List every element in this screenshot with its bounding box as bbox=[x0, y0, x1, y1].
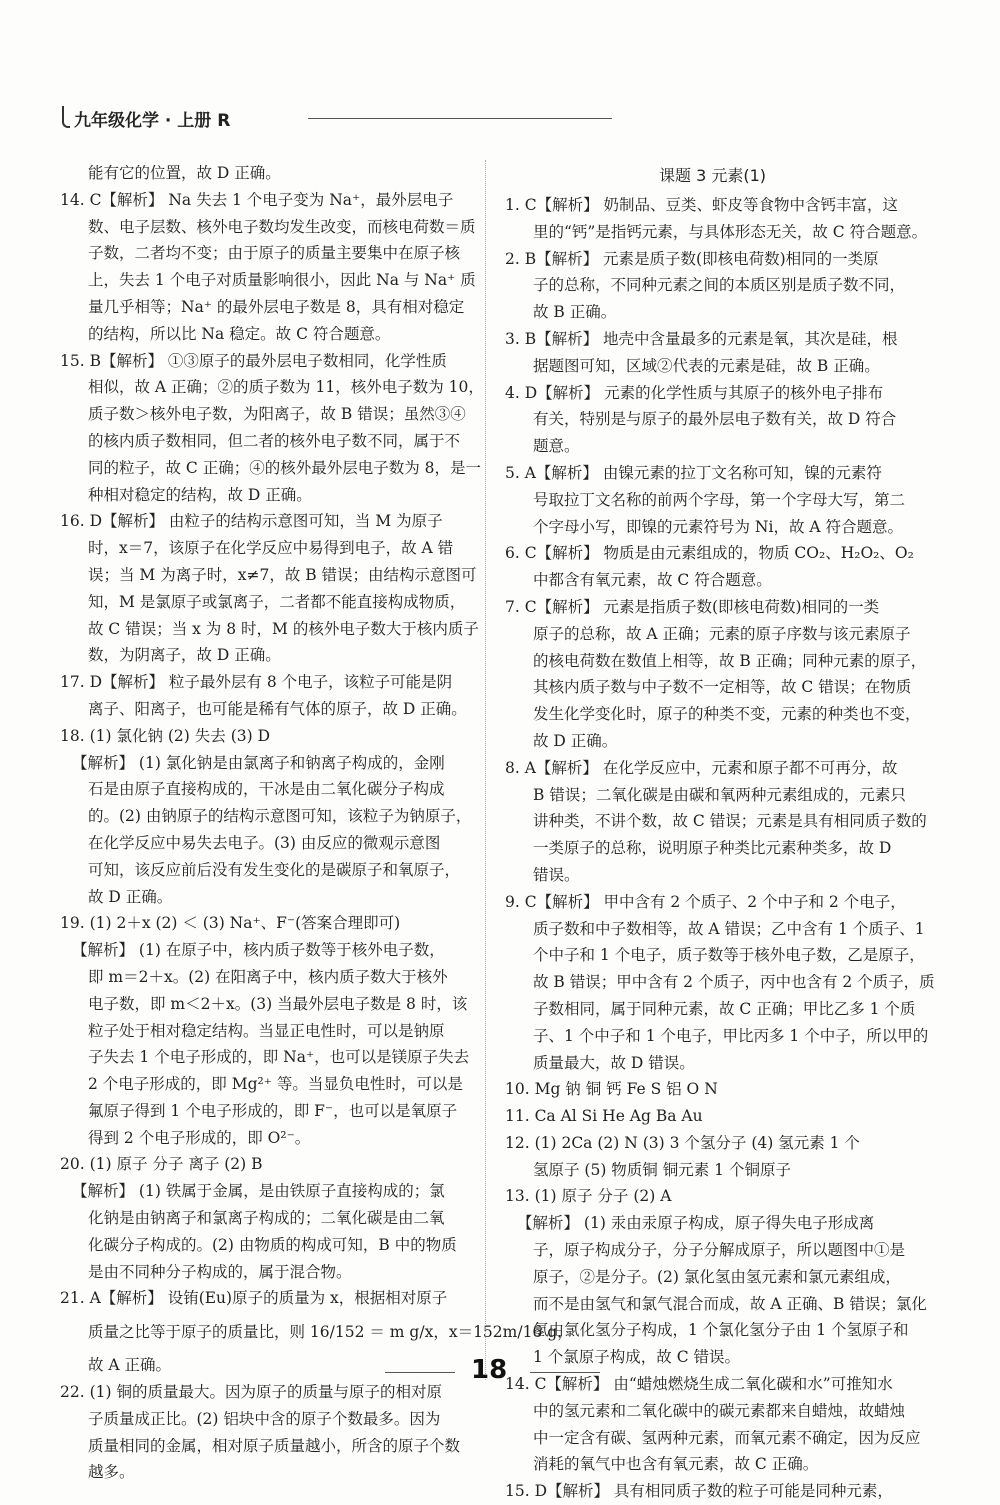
answer-line: 数、电子层数、核外电子数均发生改变，而核电荷数＝质 bbox=[88, 217, 476, 236]
page-number: 18 bbox=[471, 1355, 508, 1385]
answer-line: 17. D【解析】 粒子最外层有 8 个电子，该粒子可能是阴 bbox=[60, 673, 453, 692]
answer-line: 1. C【解析】 奶制品、豆类、虾皮等食物中含钙丰富，这 bbox=[505, 196, 899, 214]
answer-line: 在化学反应中易失去电子。(3) 由反应的微观示意图 bbox=[88, 833, 441, 852]
answer-line: 个字母小写，即镍的元素符号为 Ni，故 A 符合题意。 bbox=[533, 517, 903, 536]
left-column bbox=[60, 160, 573, 1486]
answer-line: 电子数，即 m＜2＋x。(3) 当最外层电子数是 8 时，该 bbox=[88, 994, 468, 1013]
answer-line: 可知，该反应前后没有发生变化的是碳原子和氧原子， bbox=[88, 860, 461, 879]
answer-line: 22. (1) 铜的质量最大。因为原子的质量与原子的相对原 bbox=[60, 1383, 442, 1402]
header-title: 九年级化学 · 上册 R bbox=[74, 111, 231, 131]
answer-line: 质量相同的金属，相对原子质量越小，所含的原子个数 bbox=[88, 1436, 461, 1455]
answer-line: 12. (1) 2Ca (2) N (3) 3 个氢分子 (4) 氢元素 1 个 bbox=[505, 1133, 860, 1152]
answer-line: 故 B 错误；甲中含有 2 个质子，丙中也含有 2 个质子，质 bbox=[533, 973, 935, 992]
answer-line: 14. C【解析】 由“蜡烛燃烧生成二氧化碳和水”可推知水 bbox=[505, 1375, 893, 1394]
answer-line: 20. (1) 原子 分子 离子 (2) B bbox=[60, 1155, 263, 1174]
answer-line: 15. B【解析】 ①③原子的最外层电子数相同，化学性质 bbox=[60, 351, 447, 370]
answer-line: 质子数和中子数相等，故 A 错误；乙中含有 1 个质子、1 bbox=[533, 919, 925, 938]
answer-line: 同的粒子，故 C 正确；④的核外最外层电子数为 8，是一 bbox=[88, 458, 482, 477]
answer-line: 13. (1) 原子 分子 (2) A bbox=[505, 1187, 672, 1206]
answer-line: 【解析】 (1) 铁属于金属，是由铁原子直接构成的；氯 bbox=[72, 1182, 445, 1201]
answer-line: 【解析】 (1) 在原子中，核内质子数等于核外电子数， bbox=[72, 941, 445, 960]
answer-line: 讲种类，不讲个数，故 C 错误；元素是具有相同质子数的 bbox=[533, 812, 927, 831]
answer-line: 中都含有氧元素，故 C 符合题意。 bbox=[533, 571, 772, 590]
answer-line: 11. Ca Al Si He Ag Ba Au bbox=[505, 1107, 703, 1126]
answer-line: 19. (1) 2＋x (2) ＜ (3) Na⁺、F⁻(答案合理即可) bbox=[60, 914, 401, 933]
answer-line: 故 D 正确。 bbox=[533, 731, 618, 750]
answer-line: 得到 2 个电子形成的，即 O²⁻。 bbox=[88, 1128, 311, 1147]
answer-line: 即 m＝2＋x。(2) 在阳离子中，核内质子数大于核外 bbox=[88, 967, 448, 986]
answer-line: 题意。 bbox=[533, 437, 580, 456]
answer-line: 【解析】 (1) 氯化钠是由氯离子和钠离子构成的，金刚 bbox=[72, 753, 445, 772]
answer-line: 14. C【解析】 Na 失去 1 个电子变为 Na⁺，最外层电子 bbox=[60, 190, 454, 209]
answer-line: 10. Mg 钠 铜 钙 Fe S 铝 O N bbox=[505, 1080, 718, 1099]
answer-line: 中的氢元素和二氧化碳中的碳元素都来自蜡烛，故蜡烛 bbox=[533, 1401, 906, 1420]
answer-line: 21. A【解析】 设铕(Eu)原子的质量为 x，根据相对原子 bbox=[60, 1289, 448, 1308]
answer-line: 有关，特别是与原子的最外层电子数有关，故 D 符合 bbox=[533, 410, 897, 429]
answer-line: 子，原子构成分子，分子分解成原子，所以题图中①是 bbox=[533, 1241, 906, 1260]
page-header bbox=[62, 106, 612, 132]
answer-line: 而不是由氢气和氯气混合而成，故 A 正确、B 错误；氯化 bbox=[533, 1294, 927, 1313]
answer-line: 相似，故 A 正确；②的质子数为 11，核外电子数为 10， bbox=[88, 378, 484, 397]
answer-line: 故 C 错误；当 x 为 8 时，M 的核外电子数大于核内质子 bbox=[88, 619, 479, 638]
answer-line: 化碳分子构成的。(2) 由物质的构成可知，B 中的物质 bbox=[88, 1235, 457, 1254]
footer-rule-left bbox=[385, 1372, 455, 1373]
answer-line: 错误。 bbox=[533, 865, 580, 884]
answer-line: 氟原子得到 1 个电子形成的，即 F⁻，也可以是氧原子 bbox=[88, 1101, 458, 1120]
answer-line: 石是由原子直接构成的，干冰是由二氧化碳分子构成 bbox=[88, 780, 445, 799]
answer-line: 个中子和 1 个电子，质子数等于核外电子数，乙是原子， bbox=[533, 946, 925, 965]
answer-line: 误；当 M 为离子时，x≠7，故 B 错误；由结构示意图可 bbox=[88, 565, 477, 584]
answer-line: 其核内质子数与中子数不一定相等，故 C 错误；在物质 bbox=[533, 678, 912, 697]
answer-line: 子、1 个中子和 1 个电子，甲比丙多 1 个中子，所以甲的 bbox=[533, 1026, 929, 1045]
answer-line: 据题图可知，区域②代表的元素是硅，故 B 正确。 bbox=[533, 356, 880, 375]
answer-line: 16. D【解析】 由粒子的结构示意图可知，当 M 为原子 bbox=[60, 512, 443, 531]
answer-line: 量几乎相等；Na⁺ 的最外层电子数是 8，具有相对稳定 bbox=[88, 297, 465, 316]
answer-line: 18. (1) 氯化钠 (2) 失去 (3) D bbox=[60, 726, 271, 745]
header-rule bbox=[308, 118, 612, 119]
column-divider bbox=[485, 160, 486, 1380]
answer-line: 故 B 正确。 bbox=[533, 303, 617, 322]
answer-line: 子的总称，不同种元素之间的本质区别是质子数不同， bbox=[533, 276, 906, 295]
answer-line: 1 个氯原子构成，故 C 错误。 bbox=[533, 1348, 741, 1367]
answer-line: 氢由氯化氢分子构成，1 个氯化氢分子由 1 个氢原子和 bbox=[533, 1321, 909, 1340]
answer-line: 2. B【解析】 元素是质子数(即核电荷数)相同的一类原 bbox=[505, 249, 879, 268]
answer-line: 号取拉丁文名称的前两个字母，第一个字母大写，第二 bbox=[533, 490, 906, 509]
answer-line: 【解析】 (1) 汞由汞原子构成，原子得失电子形成离 bbox=[517, 1214, 875, 1233]
answer-line: 化钠是由钠离子和氯离子构成的；二氧化碳是由二氧 bbox=[88, 1209, 445, 1228]
answer-line: 4. D【解析】 元素的化学性质与其原子的核外电子排布 bbox=[505, 383, 884, 402]
answer-line: 中一定含有碳、氢两种元素，而氧元素不确定，因为反应 bbox=[533, 1428, 921, 1447]
answer-line: 越多。 bbox=[88, 1463, 135, 1482]
answer-line: 种相对稳定的结构，故 D 正确。 bbox=[88, 485, 312, 504]
answer-line: 子数相同，属于同种元素，故 C 正确；甲比乙多 1 个质 bbox=[533, 999, 916, 1018]
answer-line: 故 D 正确。 bbox=[88, 887, 173, 906]
right-column-body bbox=[505, 192, 935, 1505]
section-title: 课题 3 元素(1) bbox=[658, 166, 767, 185]
answer-line: 9. C【解析】 甲中含有 2 个质子、2 个中子和 2 个电子， bbox=[505, 892, 906, 911]
answer-line: 上，失去 1 个电子对质量影响很小，因此 Na 与 Na⁺ 质 bbox=[88, 271, 476, 290]
answer-line: 的核电荷数在数值上相等，故 B 正确；同种元素的原子， bbox=[533, 651, 927, 670]
answer-line: 一类原子的总称，说明原子种类比元素种类多，故 D bbox=[533, 839, 892, 858]
answer-line: 里的“钙”是指钙元素，与具体形态无关，故 C 符合题意。 bbox=[533, 222, 928, 241]
answer-line: 5. A【解析】 由镍元素的拉丁文名称可知，镍的元素符 bbox=[505, 463, 882, 482]
answer-line: B 错误；二氧化碳是由碳和氧两种元素组成的，元素只 bbox=[533, 785, 906, 804]
answer-line: 的结构，所以比 Na 稳定。故 C 符合题意。 bbox=[88, 324, 391, 343]
answer-line: 时，x＝7，该原子在化学反应中易得到电子，故 A 错 bbox=[88, 539, 454, 558]
answer-line: 故 A 正确。 bbox=[88, 1356, 172, 1375]
answer-line: 是由不同种分子构成的，属于混合物。 bbox=[88, 1262, 352, 1281]
answer-line: 质量之比等于原子的质量比，则 16/152 ＝ m g/x，x＝152m/16 g， bbox=[88, 1323, 573, 1342]
answer-line: 子失去 1 个电子形成的，即 Na⁺，也可以是镁原子失去 bbox=[88, 1048, 470, 1067]
answer-line: 3. B【解析】 地壳中含量最多的元素是氧，其次是硅，根 bbox=[505, 329, 898, 348]
header-bracket bbox=[62, 106, 70, 128]
answer-line: 氢原子 (5) 物质铜 铜元素 1 个铜原子 bbox=[533, 1160, 791, 1179]
answer-line: 2 个电子形成的，即 Mg²⁺ 等。当显负电性时，可以是 bbox=[88, 1075, 463, 1094]
answer-line: 子质量成正比。(2) 铝块中含的原子个数最多。因为 bbox=[88, 1409, 441, 1428]
answer-line: 6. C【解析】 物质是由元素组成的，物质 CO₂、H₂O₂、O₂ bbox=[505, 544, 914, 563]
answer-line: 消耗的氧气中也含有氧元素，故 C 正确。 bbox=[533, 1455, 819, 1474]
footer-rule-right bbox=[530, 1372, 600, 1373]
answer-line: 知，M 是氯原子或氯离子，二者都不能直接构成物质， bbox=[88, 592, 466, 611]
answer-line: 发生化学变化时，原子的种类不变，元素的种类也不变， bbox=[533, 705, 921, 724]
answer-line: 8. A【解析】 在化学反应中，元素和原子都不可再分，故 bbox=[505, 758, 898, 777]
answer-line: 的核内质子数相同，但二者的核外电子数不同，属于不 bbox=[88, 431, 461, 450]
answer-line: 粒子处于相对稳定结构。当显正电性时，可以是钠原 bbox=[88, 1021, 445, 1040]
answer-line: 7. C【解析】 元素是指质子数(即核电荷数)相同的一类 bbox=[505, 597, 880, 616]
answer-line: 质子数＞核外电子数，为阳离子，故 B 错误；虽然③④ bbox=[88, 405, 466, 424]
answer-line: 子数，二者均不变；由于原子的质量主要集中在原子核 bbox=[88, 244, 461, 263]
answer-line: 质量最大，故 D 错误。 bbox=[533, 1053, 695, 1072]
answer-line: 的。(2) 由钠原子的结构示意图可知，该粒子为钠原子， bbox=[88, 807, 472, 826]
answer-line: 离子、阳离子，也可能是稀有气体的原子，故 D 正确。 bbox=[88, 699, 467, 718]
answer-line: 原子的总称，故 A 正确；元素的原子序数与该元素原子 bbox=[533, 624, 911, 643]
answer-line: 15. D【解析】 具有相同质子数的粒子可能是同种元素， bbox=[505, 1482, 893, 1501]
answer-line: 能有它的位置，故 D 正确。 bbox=[88, 164, 281, 182]
answer-line: 原子，②是分子。(2) 氯化氢由氢元素和氯元素组成， bbox=[533, 1267, 901, 1286]
answer-line: 数，为阴离子，故 D 正确。 bbox=[88, 646, 281, 665]
right-column bbox=[505, 160, 935, 1505]
